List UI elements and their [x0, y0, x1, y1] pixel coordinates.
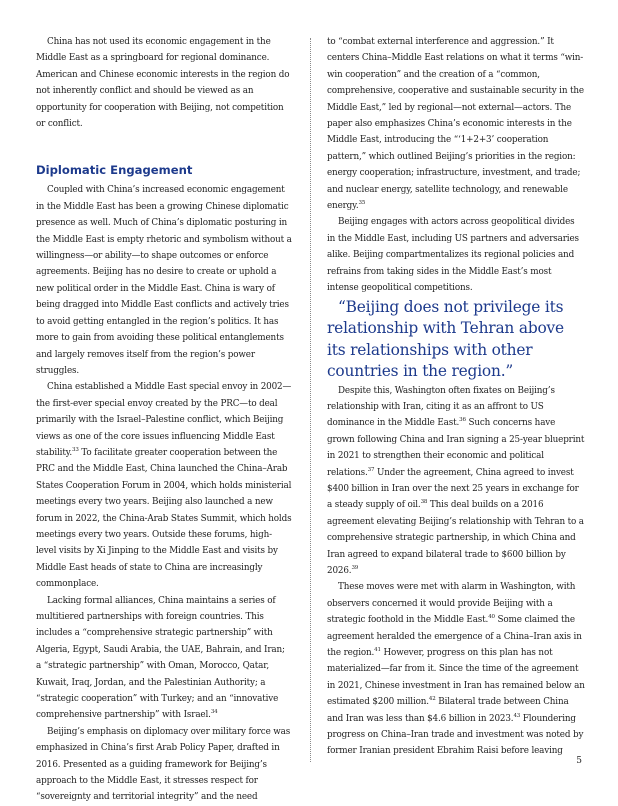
body-paragraph: Beijing engages with actors across geopolitical divides in the Middle East, including US partners and adversaries alike. Beijing compartmentalizes its regional policies and refrains from taking sides in the Middle East’s most intense geopolitical competitions.	[327, 217, 579, 294]
footnote-ref[interactable]: 43	[513, 712, 521, 719]
right-column	[327, 34, 585, 760]
body-paragraph: Despite this, Washington often fixates on Beijing’s relationship with Iran, citing it as an affront to US dominance in the Middle East.$^{36}$ Such concerns have grown following China and Iran signing a 25-year blueprint in 2021 to strengthen their economic and political relations.$^{37}$ Under the agreement, China agreed to invest $400 billion in Iran over the next 25 years in exchange for a steady supply of oil.$^{38}$ This deal builds on a 2016 agreement elevating Beijing’s relationship with Tehran to a comprehensive strategic partnership, in which China and Iran agreed to expand bilateral trade to $600 billion by 2026.39	[327, 385, 585, 576]
footnote-ref[interactable]: 35	[358, 200, 366, 207]
body-paragraph: These moves were met with alarm in Washington, with observers concerned it would provide Beijing with a strategic foothold in the Middle East.$^{40}$ Some claimed the agreement heralded the emergence of a China–Iran axis in the region.$^{41}$ However, progress on this plan has not materialized—far from it. Since the time of the agreement in 2021, Chinese investment in Iran has remained below an estimated $200 million.$^{42}$ Bilateral trade between China and Iran was less than $4.6 billion in 2023.43 Floundering progress on China–Iran trade and investment was noted by former Iranian president Ebrahim Raisi before leaving	[327, 582, 585, 757]
body-paragraph: to “combat external interference and aggression.” It centers China–Middle East relations on what it terms “win-win cooperation” and the creation of a “common, comprehensive, cooperative and sustainable security in the Middle East,” led by regional—not external—actors. The paper also emphasizes China’s economic interests in the Middle East, introducing the “‘1+2+3’ cooperation pattern,” which outlined Beijing’s priorities in the region: energy cooperation; infrastructure, investment, and trade; and nuclear energy, satellite technology, and renewable energy.$^{35}$	[327, 37, 584, 212]
body-paragraph: Beijing’s emphasis on diplomacy over military force was emphasized in China’s first Arab Policy Paper, drafted in 2016. Presented as a guiding framework for Beijing’s approach to the Middle East, it stresses respect for “sovereignty and territorial integrity” and the need	[36, 726, 291, 803]
pull-quote: “Beijing does not privilege its relationship with Tehran above its relationships with other countries in the region.”	[327, 297, 564, 380]
footnote-ref[interactable]: 40	[488, 614, 495, 621]
body-paragraph: Lacking formal alliances, China maintains a series of multitiered partnerships with foreign countries. This includes a “comprehensive strategic partnership” with Algeria, Egypt, Saudi Arabia, the UAE, Bahrain, and Iran; a “strategic partnership” with Oman, Morocco, Qatar, Kuwait, Iraq, Jordan, and the Palestinian Authority; a “strategic cooperation” with Turkey; and an “innovative comprehensive partnership” with Israel.$^{34}$	[36, 595, 285, 721]
footnote-ref[interactable]: 42	[428, 696, 436, 703]
footnote-ref[interactable]: 37	[367, 466, 375, 473]
footnote-ref[interactable]: 39	[351, 564, 359, 571]
footnote-ref[interactable]: 33	[72, 446, 79, 453]
body-paragraph: Coupled with China’s increased economic engagement in the Middle East has been a growing Chinese diplomatic presence as well. Much of China’s diplomatic posturing in the Middle East is empty rhetoric and symbolism without a willingness—or ability—to shape outcomes or enforce agreements. Beijing has no desire to create or uphold a new political order in the Middle East. China is wary of being dragged into Middle East conflicts and actively tries to avoid getting entangled in the region’s politics. It has more to gain from avoiding these political entanglements and largely removes itself from the region’s power struggles.	[36, 185, 292, 376]
footnote-ref[interactable]: 38	[420, 499, 428, 506]
footnote-ref[interactable]: 34	[210, 709, 218, 716]
page-number: 5	[576, 756, 582, 766]
left-column	[36, 34, 292, 806]
section-heading: Diplomatic Engagement	[36, 163, 193, 178]
column-divider	[310, 38, 311, 762]
footnote-ref[interactable]: 36	[459, 417, 466, 424]
footnote-ref[interactable]: 41	[374, 647, 381, 653]
intro-paragraph: China has not used its economic engagement in the Middle East as a springboard for regional dominance. American and Chinese economic interests in the region do not inherently conflict and should be viewed as an opportunity for cooperation with Beijing, not competition or conflict.	[36, 37, 290, 130]
body-paragraph: China established a Middle East special envoy in 2002—the first-ever special envoy created by the PRC—to deal primarily with the Israel–Palestine conflict, which Beijing views as one of the core issues influencing Middle East stability.$^{33}$ To facilitate greater cooperation between the PRC and the Middle East, China launched the China–Arab States Cooperation Forum in 2004, which holds ministerial meetings every two years. Beijing also launched a new forum in 2022, the China-Arab States Summit, which holds meetings every two years. Outside these forums, high-level visits by Xi Jinping to the Middle East and visits by Middle East heads of state to China are increasingly commonplace.	[36, 382, 292, 590]
